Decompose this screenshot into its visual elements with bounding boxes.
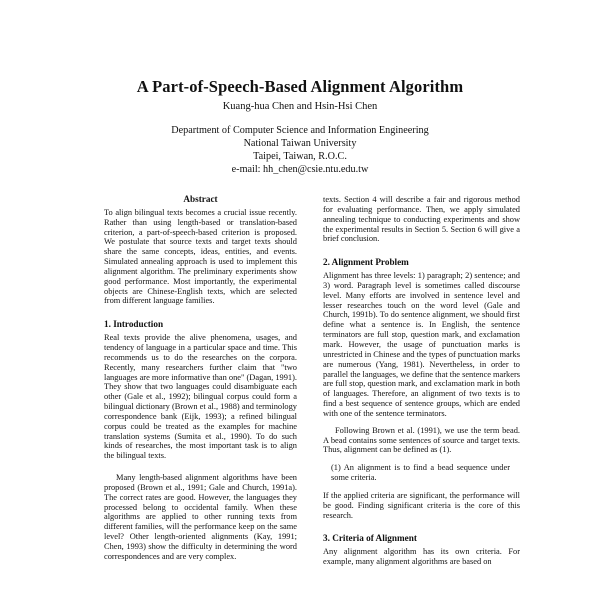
- alignment-paragraph-1: Alignment has three levels: 1) paragraph; 2) sentence; and 3) word. Paragraph level is sometimes called discourse level. Many efforts are involved in sentence level and lesser researches touch on the word level (Gale and Church, 1991b). To do sentence alignment, we should first define what a sentence is. In English, the sentence terminators are full stop, question mark, and exclamation mark. However, the usage of punctuation marks is unrestricted in Chinese and the types of punctuation marks are numerous (Yang, 1981). Nevertheless, in order to parallel the languages, we define that the sentence markers are full stop, question mark, and exclamation mark in both of languages. Therefore, an alignment of two texts is to find a best sequence of sentence groups, which are ended with one of the sentence terminators.: [323, 271, 520, 418]
- intro-continuation: texts. Section 4 will describe a fair and rigorous method for evaluating performance. Then, we apply simulated annealing technique to conducting experiments and show the experimental results in Section 5. Section 6 will give a brief conclusion.: [323, 195, 520, 244]
- affiliation-email: e-mail: hh_chen@csie.ntu.edu.tw: [231, 164, 369, 175]
- intro-paragraph-2: Many length-based alignment algorithms have been proposed (Brown et al., 1991; Gale and Church, 1991a). The correct rates are good. However, the languages they processed belong to occidental family. When these algorithms are applied to other running texts from different families, will the performance keep on the same level? Other length-oriented alignments (Kay, 1991; Chen, 1993) show the difficulty in determining the word correspondences and are very complex.: [104, 473, 297, 561]
- alignment-paragraph-2: Following Brown et al. (1991), we use the term bead. A bead contains some sentences of source and target texts. Thus, alignment can be defined as (1).: [323, 425, 520, 455]
- author-affiliation: [0, 124, 600, 176]
- paper-authors: Kuang-hua Chen and Hsin-Hsi Chen: [222, 101, 378, 112]
- section-heading-introduction: 1. Introduction: [104, 319, 164, 330]
- paper-title: A Part-of-Speech-Based Alignment Algorithm: [136, 77, 464, 96]
- abstract-heading: Abstract: [183, 194, 218, 204]
- definition-1: (1) An alignment is to find a bead sequence under some criteria.: [331, 463, 510, 483]
- left-column: [104, 195, 297, 562]
- right-column: [323, 195, 520, 567]
- section-heading-alignment-problem: 2. Alignment Problem: [323, 257, 409, 268]
- criteria-paragraph-1: Any alignment algorithm has its own criteria. For example, many alignment algorithms are based on: [323, 547, 520, 567]
- affiliation-department: Department of Computer Science and Information Engineering: [171, 125, 429, 136]
- section-heading-criteria: 3. Criteria of Alignment: [323, 533, 417, 544]
- affiliation-university: National Taiwan University: [243, 138, 357, 149]
- intro-paragraph-1: Real texts provide the alive phenomena, usages, and tendency of language in a particular space and time. This recommends us to do the researches on the corpora. Recently, many researchers further claim that "two languages are more informative than one" (Dagan, 1991). They show that two languages could disambiguate each other (Gale et al., 1992); bilingual corpus could form a bilingual dictionary (Brown et al., 1988) and terminology correspondence bank (Eijk, 1993); a refined bilingual corpus could be treated as the examples for machine translation systems (Sumita et al., 1990). To do such kinds of researches, the most important task is to align the bilingual texts.: [104, 333, 297, 461]
- abstract-text: To align bilingual texts becomes a crucial issue recently. Rather than using length-based or translation-based criterion, a part-of-speech-based criterion is proposed. We postulate that source texts and target texts should share the same concepts, ideas, entities, and events. Simulated annealing approach is used to implement this alignment algorithm. The preliminary experiments show good performance. Most importantly, the experimental objects are Chinese-English texts, which are selected from different language families.: [104, 207, 297, 306]
- affiliation-city: Taipei, Taiwan, R.O.C.: [253, 151, 347, 162]
- alignment-paragraph-3: If the applied criteria are significant, the performance will be good. Finding significant criteria is the core of this research.: [323, 490, 520, 520]
